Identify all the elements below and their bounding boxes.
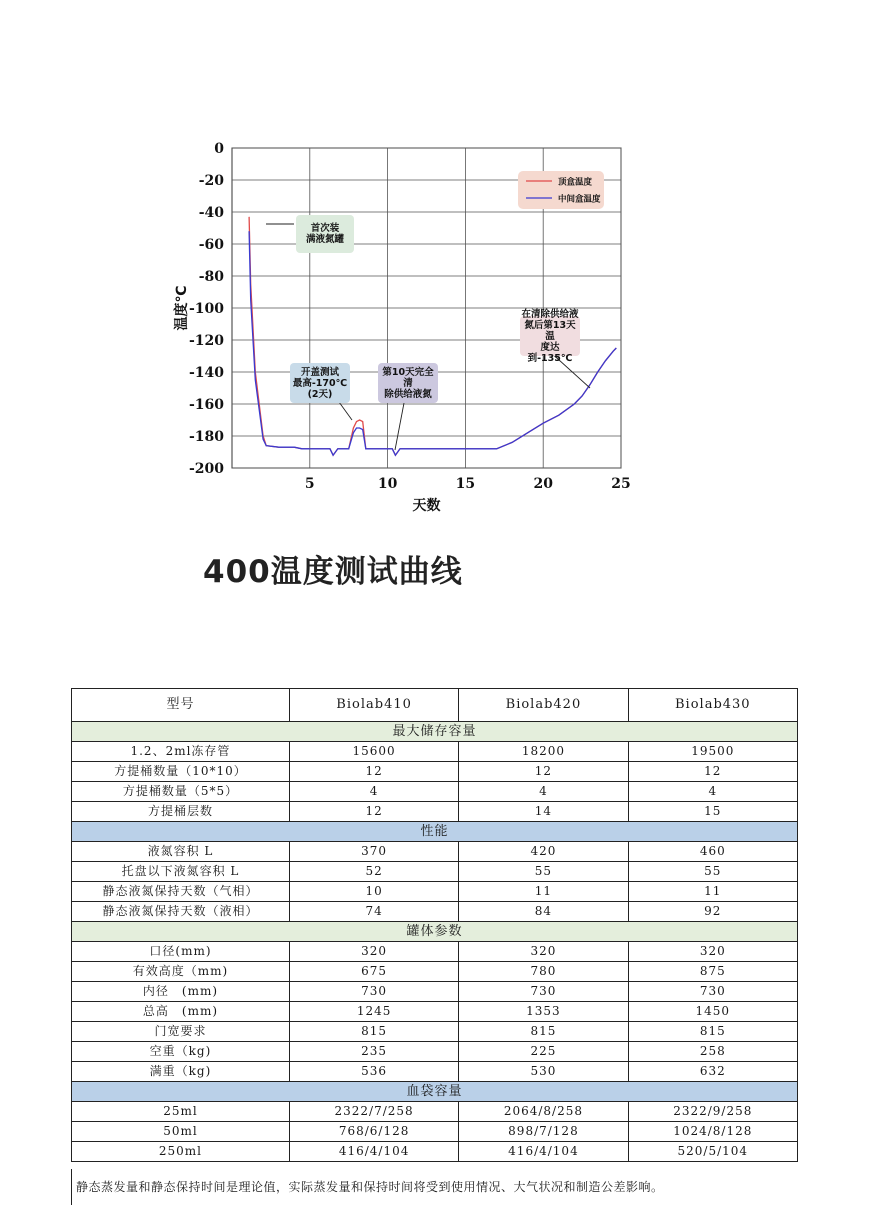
table-cell: 530	[459, 1062, 628, 1082]
table-cell: 875	[628, 962, 797, 982]
table-cell: 55	[628, 862, 797, 882]
chart-annotation: 第10天完全清 除供给液氮	[378, 363, 438, 403]
table-cell: 11	[628, 882, 797, 902]
table-section-row	[72, 822, 798, 842]
table-header-cell: Biolab420	[459, 689, 628, 722]
table-cell: 370	[289, 842, 458, 862]
table-cell: 84	[459, 902, 628, 922]
table-row-label: 有效高度（mm)	[72, 962, 290, 982]
chart-annotation: 开盖测试 最高-170℃ (2天)	[290, 363, 350, 403]
table-cell: 19500	[628, 742, 797, 762]
table-row	[72, 1042, 798, 1062]
table-row-label: 空重（kg)	[72, 1042, 290, 1062]
callout-leader	[395, 403, 404, 450]
table-cell: 2322/9/258	[628, 1102, 797, 1122]
table-cell: 10	[289, 882, 458, 902]
table-cell: 632	[628, 1062, 797, 1082]
temperature-chart	[0, 0, 877, 540]
y-tick-label: -80	[198, 269, 224, 285]
table-row	[72, 942, 798, 962]
table-cell: 258	[628, 1042, 797, 1062]
table-cell: 74	[289, 902, 458, 922]
table-cell: 416/4/104	[459, 1142, 628, 1162]
table-cell: 320	[628, 942, 797, 962]
chart-annotation: 首次装 满液氮罐	[296, 215, 354, 253]
table-cell: 780	[459, 962, 628, 982]
table-cell: 730	[459, 982, 628, 1002]
callout-leader	[339, 402, 352, 420]
table-cell: 4	[289, 782, 458, 802]
table-section-title: 最大储存容量	[72, 722, 798, 742]
table-row-label: 液氮容积 L	[72, 842, 290, 862]
table-cell: 15600	[289, 742, 458, 762]
table-header-cell: Biolab430	[628, 689, 797, 722]
table-row-label: 满重（kg)	[72, 1062, 290, 1082]
table-cell: 4	[459, 782, 628, 802]
legend-label: 顶盒温度	[558, 177, 593, 188]
table-cell: 12	[289, 762, 458, 782]
table-cell: 11	[459, 882, 628, 902]
table-row-label: 方提桶数量（10*10）	[72, 762, 290, 782]
table-row-label: 1.2、2ml冻存管	[72, 742, 290, 762]
table-row	[72, 742, 798, 762]
table-cell: 768/6/128	[289, 1122, 458, 1142]
footnote: 静态蒸发量和静态保持时间是理论值，实际蒸发量和保持时间将受到使用情况、大气状况和制造公差影响。	[71, 1169, 798, 1205]
table-cell: 1450	[628, 1002, 797, 1022]
table-row-label: 方提桶数量（5*5）	[72, 782, 290, 802]
table-section-title: 罐体参数	[72, 922, 798, 942]
table-row	[72, 962, 798, 982]
table-cell: 815	[459, 1022, 628, 1042]
y-tick-label: -100	[188, 301, 224, 317]
table-cell: 52	[289, 862, 458, 882]
y-axis-label: 温度℃	[174, 285, 190, 331]
table-cell: 12	[628, 762, 797, 782]
x-tick-label: 15	[455, 476, 476, 492]
chart-svg	[0, 0, 877, 540]
table-row-label: 门宽要求	[72, 1022, 290, 1042]
table-cell: 520/5/104	[628, 1142, 797, 1162]
table-cell: 4	[628, 782, 797, 802]
legend-label: 中间盒温度	[558, 194, 601, 205]
y-tick-label: -60	[198, 237, 224, 253]
table-row	[72, 982, 798, 1002]
table-cell: 675	[289, 962, 458, 982]
table-header-cell: Biolab410	[289, 689, 458, 722]
table-cell: 14	[459, 802, 628, 822]
y-tick-label: -160	[188, 397, 224, 413]
table-row	[72, 1022, 798, 1042]
table-row	[72, 882, 798, 902]
table-row-label: 总高 (mm)	[72, 1002, 290, 1022]
y-tick-label: -40	[198, 205, 224, 221]
table-cell: 416/4/104	[289, 1142, 458, 1162]
table-row	[72, 842, 798, 862]
table-section-row	[72, 722, 798, 742]
table-cell: 460	[628, 842, 797, 862]
table-cell: 55	[459, 862, 628, 882]
table-cell: 898/7/128	[459, 1122, 628, 1142]
table-row	[72, 782, 798, 802]
table-cell: 536	[289, 1062, 458, 1082]
table-cell: 235	[289, 1042, 458, 1062]
page-title: 400温度测试曲线	[203, 554, 463, 590]
table-cell: 2322/7/258	[289, 1102, 458, 1122]
y-tick-label: -140	[188, 365, 224, 381]
table-cell: 320	[459, 942, 628, 962]
table-row-label: 250ml	[72, 1142, 290, 1162]
table-section-row	[72, 922, 798, 942]
y-tick-label: 0	[214, 141, 224, 157]
table-row-label: 静态液氮保持天数（液相）	[72, 902, 290, 922]
table-cell: 12	[459, 762, 628, 782]
table-cell: 1245	[289, 1002, 458, 1022]
table-cell: 320	[289, 942, 458, 962]
y-tick-label: -120	[188, 333, 224, 349]
table-cell: 815	[289, 1022, 458, 1042]
table-section-title: 性能	[72, 822, 798, 842]
table-row	[72, 1062, 798, 1082]
table-row-label: 25ml	[72, 1102, 290, 1122]
x-tick-label: 5	[304, 476, 315, 492]
table-cell: 18200	[459, 742, 628, 762]
y-tick-label: -200	[188, 461, 224, 477]
table-cell: 225	[459, 1042, 628, 1062]
y-tick-label: -180	[188, 429, 224, 445]
table-row-label: 托盘以下液氮容积 L	[72, 862, 290, 882]
table-header-cell: 型号	[72, 689, 290, 722]
table-cell: 1353	[459, 1002, 628, 1022]
y-tick-label: -20	[198, 173, 224, 189]
table-cell: 730	[289, 982, 458, 1002]
x-tick-label: 25	[611, 476, 631, 492]
table-row-label: 50ml	[72, 1122, 290, 1142]
table-row	[72, 862, 798, 882]
table-row	[72, 1002, 798, 1022]
table-cell: 420	[459, 842, 628, 862]
spec-table	[71, 688, 798, 1162]
table-section-row	[72, 1082, 798, 1102]
x-tick-label: 10	[377, 476, 398, 492]
table-row	[72, 1122, 798, 1142]
table-row-label: 口径(mm)	[72, 942, 290, 962]
table-row	[72, 902, 798, 922]
table-row	[72, 762, 798, 782]
table-cell: 1024/8/128	[628, 1122, 797, 1142]
table-cell: 730	[628, 982, 797, 1002]
table-cell: 815	[628, 1022, 797, 1042]
table-row	[72, 1142, 798, 1162]
table-cell: 12	[289, 802, 458, 822]
table-row-label: 内径 (mm)	[72, 982, 290, 1002]
table-cell: 2064/8/258	[459, 1102, 628, 1122]
table-row	[72, 802, 798, 822]
table-row-label: 方提桶层数	[72, 802, 290, 822]
x-axis-label: 天数	[412, 498, 441, 514]
table-row	[72, 1102, 798, 1122]
table-section-title: 血袋容量	[72, 1082, 798, 1102]
x-tick-label: 20	[533, 476, 553, 492]
table-header-row	[72, 689, 798, 722]
table-cell: 92	[628, 902, 797, 922]
table-cell: 15	[628, 802, 797, 822]
chart-annotation: 在清除供给液 氮后第13天温 度达到-135℃	[521, 308, 579, 364]
table-row-label: 静态液氮保持天数（气相）	[72, 882, 290, 902]
